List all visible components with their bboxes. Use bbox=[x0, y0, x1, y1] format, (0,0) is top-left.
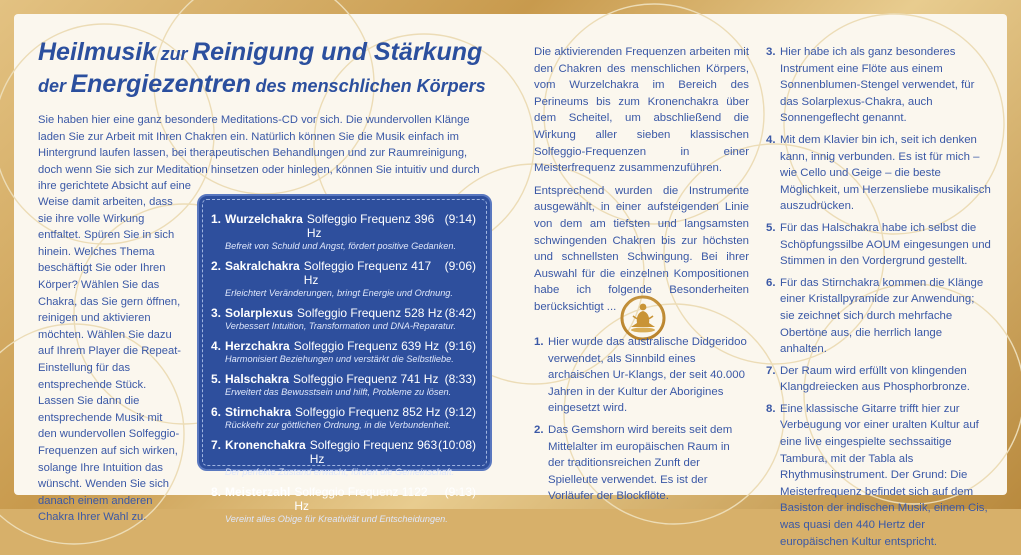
track-number: 2. bbox=[211, 259, 222, 273]
item-number: 6. bbox=[766, 276, 776, 289]
item-text: Hier wurde das australische Didgeridoo verwendet, als Sinnbild eines archaischen Ur-Klangs, der seit 40.000 Jahren in der Kultur der Aborigines eingesetzt wird. bbox=[548, 336, 747, 415]
page-title bbox=[38, 38, 508, 102]
track-item bbox=[211, 339, 476, 365]
list-item bbox=[766, 44, 991, 127]
booklet-page bbox=[14, 14, 1007, 548]
track-duration: (9:12) bbox=[444, 405, 476, 419]
track-item bbox=[211, 306, 476, 332]
track-name: Stirnchakra bbox=[225, 405, 292, 419]
title-word: der bbox=[38, 76, 67, 96]
track-duration: (9:16) bbox=[444, 339, 476, 353]
item-text: Eine klassische Gitarre trifft hier zur Verbeugung vor einer uralten Kultur auf eine live eingespielte sechssaitige Tambura, mit der Tabla als Rhythmusinstrument. Der Grund: Die Meisterfrequenz befindet sich auf dem Basiston der indischen Musik, einem Cis, was quasi den 440 Hertz der europäischen Kultur entspricht. bbox=[780, 402, 988, 548]
intro-text-continued: Weise damit arbeiten, dass sie ihre volle Wirkung entfaltet. Spüren Sie in sich hinein. Welches Thema beschäftigt Sie oder Ihren Körper? Wählen Sie das Chakra, das Sie gern öffnen, reinigen und aktivieren möchten. Wählen Sie dazu auf Ihrem Player die Repeat-Einstellung für das entsprechende Stück. Lassen Sie dann die entsprechende Musik mit den wundervollen Solfeggio-Frequenzen auf sich wirken, solange Ihre Intuition das wünscht. Wenden Sie sich danach einem anderen Chakra Ihrer Wahl zu. bbox=[38, 196, 182, 524]
track-number: 6. bbox=[211, 405, 222, 419]
track-duration: (10:08) bbox=[437, 438, 476, 452]
track-description: Erweitert das Bewusstsein und hilft, Probleme zu lösen. bbox=[225, 387, 452, 397]
item-text: Der Raum wird erfüllt von klingenden Klangdreiecken aus Phosphorbronze. bbox=[780, 364, 970, 394]
track-description: Erleichtert Veränderungen, bringt Energie und Ordnung. bbox=[225, 288, 453, 298]
track-duration: (9:06) bbox=[444, 259, 476, 273]
list-item bbox=[534, 422, 749, 505]
item-text: Für das Halschakra habe ich selbst die Schöpfungssilbe AOUM eingesungen und Stimmen in den Vordergrund gestellt. bbox=[780, 221, 991, 268]
tracklist-box bbox=[197, 194, 492, 524]
list-item bbox=[534, 334, 749, 417]
item-number: 5. bbox=[766, 221, 776, 234]
track-name: Solarplexus bbox=[225, 306, 294, 320]
item-number: 4. bbox=[766, 133, 776, 146]
track-item bbox=[211, 485, 476, 525]
track-number: 8. bbox=[211, 485, 222, 499]
track-number: 5. bbox=[211, 372, 222, 386]
track-item bbox=[211, 212, 476, 252]
notes-list-right bbox=[766, 44, 991, 555]
track-duration: (8:42) bbox=[444, 306, 476, 320]
track-frequency: Solfeggio Frequenz 396 Hz bbox=[306, 212, 435, 240]
item-text: Hier habe ich als ganz besonderes Instrument eine Flöte aus einem Sonnenblumen-Stengel verwendet, für das Solarplexus-Chakra, auch Sonnengeflecht genannt. bbox=[780, 46, 975, 125]
track-item bbox=[211, 259, 476, 299]
track-frequency: Solfeggio Frequenz 963 Hz bbox=[309, 438, 438, 466]
item-number: 7. bbox=[766, 364, 776, 377]
track-duration: (9:13) bbox=[444, 485, 476, 499]
track-description: Harmonisiert Beziehungen und verstärkt die Selbstliebe. bbox=[225, 354, 454, 364]
track-frequency: Solfeggio Frequenz 852 Hz bbox=[295, 405, 441, 419]
track-description: Rückkehr zur göttlichen Ordnung, in die Verbundenheit. bbox=[225, 420, 451, 430]
title-word: des menschlichen Körpers bbox=[255, 76, 486, 96]
track-frequency: Solfeggio Frequenz 741 Hz bbox=[293, 372, 439, 386]
list-item bbox=[766, 220, 991, 270]
track-duration: (8:33) bbox=[444, 372, 476, 386]
title-word: zur bbox=[160, 44, 188, 64]
track-frequency: Solfeggio Frequenz 417 Hz bbox=[303, 259, 432, 287]
track-frequency: Solfeggio Frequenz 639 Hz bbox=[293, 339, 440, 353]
track-name: Halschakra bbox=[225, 372, 290, 386]
middle-column-text bbox=[534, 44, 749, 322]
track-item bbox=[211, 405, 476, 431]
list-item bbox=[766, 275, 991, 358]
list-item bbox=[766, 363, 991, 396]
track-item bbox=[211, 372, 476, 398]
item-number: 2. bbox=[534, 423, 544, 436]
track-number: 4. bbox=[211, 339, 222, 353]
paragraph: Entsprechend wurden die Instrumente ausgewählt, in einer aufsteigenden Linie von dem am tiefsten und langsamsten schwingenden Chakren bis zur höchsten und schnellsten Schwingung. Bei ihrer Auswahl für die einzelnen Kompositionen habe ich folgende Besonderheiten berücksichtigt ... bbox=[534, 184, 749, 313]
item-number: 8. bbox=[766, 402, 776, 415]
track-name: Wurzelchakra bbox=[225, 212, 303, 226]
track-description: Verbessert Intuition, Transformation und DNA-Reparatur. bbox=[225, 321, 456, 331]
track-number: 1. bbox=[211, 212, 222, 226]
title-word: Heilmusik bbox=[38, 38, 157, 66]
track-description: Der perfekte Zustand erwacht, fördert die Gemeinschaft. bbox=[225, 467, 455, 477]
item-text: Das Gemshorn wird bereits seit dem Mittelalter im europäischen Raum in der traditionsreichen Zunft der Spielleute verwendet. Es ist der Vorläufer der Blockflöte. bbox=[548, 423, 733, 503]
paragraph: Die aktivierenden Frequenzen arbeiten mit den Chakren des menschlichen Körpers, vom Wurzelchakra im Bereich des Perineums bis zum Kronenchakra über dem Scheitel, um abschließend die Wirkung aller sieben klassischen Solfeggio-Frequenzen in einer Meisterfrequenz zusammenzuführen. bbox=[534, 46, 749, 175]
item-number: 1. bbox=[534, 336, 544, 348]
track-frequency: Solfeggio Frequenz 1122 Hz bbox=[294, 485, 428, 513]
track-description: Befreit von Schuld und Angst, fördert positive Gedanken. bbox=[225, 241, 457, 251]
track-name: Kronenchakra bbox=[225, 438, 306, 452]
intro-text: Sie haben hier eine ganz besondere Meditations-CD vor sich. Die wundervollen Klänge laden Sie zur Arbeit mit Ihren Chakren ein. Natürlich können Sie die Musik einfach im Hintergrund laufen lassen, bei therapeutischen Behandlungen und zur Raumreinigung, doch wenn Sie sich zur Meditation hinsetzen oder hinlegen, können Sie intuitiv und durch ihre gerichtete Absicht auf eine bbox=[38, 114, 480, 193]
title-word: Reinigung und Stärkung bbox=[192, 38, 483, 66]
list-item bbox=[766, 401, 991, 550]
track-name: Herzchakra bbox=[225, 339, 290, 353]
track-duration: (9:14) bbox=[444, 212, 476, 226]
item-text: Mit dem Klavier bin ich, seit ich denken kann, innig verbunden. Es ist für mich – wie Cello und Geige – die beste Möglichkeit, um Herzensliebe musikalisch auszudrücken. bbox=[780, 133, 991, 213]
title-word: Energiezentren bbox=[70, 70, 252, 98]
item-number: 3. bbox=[766, 46, 776, 58]
track-frequency: Solfeggio Frequenz 528 Hz bbox=[297, 306, 443, 320]
item-text: Für das Stirnchakra kommen die Klänge einer Kristallpyramide zur Anwendung; sie zeichnet sich durch mehrfache Obertöne aus, die herrlich lange anhalten. bbox=[780, 276, 984, 356]
track-name: Meisterzahl bbox=[225, 485, 291, 499]
track-name: Sakralchakra bbox=[225, 259, 300, 273]
track-item bbox=[211, 438, 476, 478]
list-item bbox=[766, 132, 991, 215]
track-description: Vereint alles Obige für Kreativität und Entscheidungen. bbox=[225, 514, 448, 524]
track-number: 7. bbox=[211, 438, 222, 452]
track-number: 3. bbox=[211, 306, 222, 320]
notes-list-middle bbox=[534, 334, 749, 510]
